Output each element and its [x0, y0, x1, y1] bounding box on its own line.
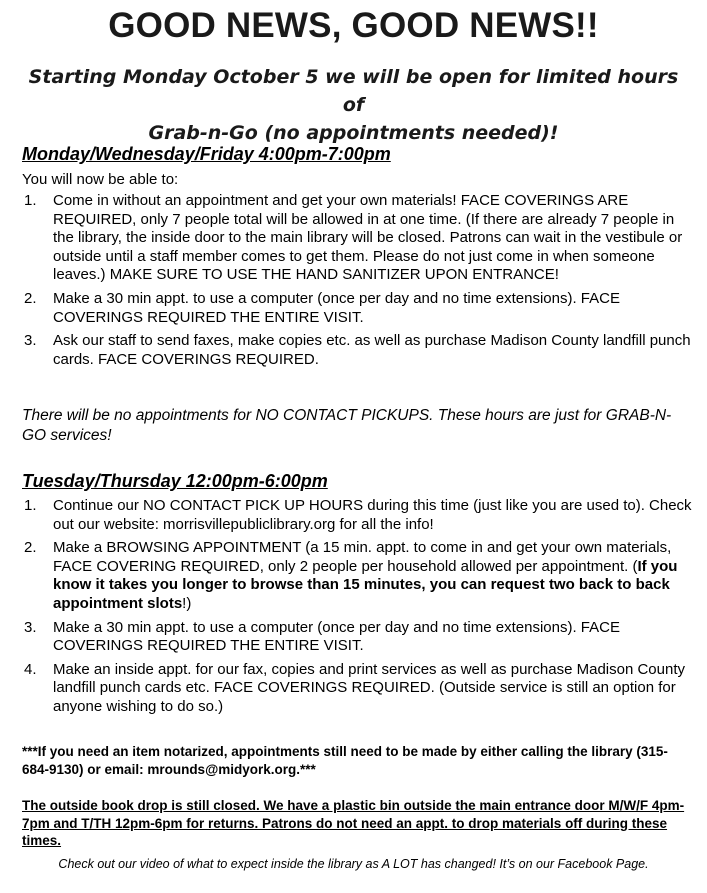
list-item-number: 2.: [24, 289, 37, 307]
subtitle-line-1: Starting Monday October 5 we will be open for limited hours of: [28, 66, 679, 116]
list-item-text: Continue our NO CONTACT PICK UP HOURS during this time (just like you are used to). Check out our website: morrisvillepubliclibrary.org for all the info!: [53, 497, 692, 533]
list-item-number: 3.: [24, 332, 37, 350]
list-item: [24, 619, 694, 656]
list-item-text: Make an inside appt. for our fax, copies and print services as well as purchase Madison County landfill punch cards etc. FACE COVERINGS REQUIRED. (Outside service is still an option for anyone wishing to do so.): [53, 660, 685, 715]
list-item-number: 3.: [24, 618, 37, 636]
list-item-number: 1.: [24, 192, 37, 209]
list-item-text: Make a BROWSING APPOINTMENT (a 15 min. appt. to come in and get your own materials, FACE COVERING REQUIRED, only 2 people per household allowed per appointment. (: [53, 539, 672, 575]
list-item-number: 4.: [24, 660, 37, 678]
page-title: GOOD NEWS, GOOD NEWS!!: [108, 6, 599, 45]
notary-notice: ***If you need an item notarized, appointments still need to be made by either calling the library (315-684-9130) or email: mrounds@midyork.org.***: [22, 744, 668, 777]
list-item: [24, 539, 694, 613]
list-item-text: Make a 30 min appt. to use a computer (once per day and no time extensions). FACE COVERINGS REQUIRED THE ENTIRE VISIT.: [53, 618, 620, 655]
list-item: [24, 332, 694, 369]
list-item-number: 1.: [24, 497, 37, 514]
list-item-bold-text: If you know it takes you longer to browse than 15 minutes, you can request two back to back appointment slots: [53, 557, 678, 612]
section-heading-tth: Tuesday/Thursday 12:00pm-6:00pm: [22, 471, 328, 491]
list-item: [24, 290, 694, 327]
mwf-list: [24, 192, 694, 374]
list-item-text: Come in without an appointment and get your own materials! FACE COVERINGS ARE REQUIRED, only 7 people total will be allowed in at one time. (If there are already 7 people in the library, the inside door to the main library will be closed. Patrons can wait in the vestibule or outside until a staff member comes to get them. Please do not just come in when someone leaves.) MAKE SURE TO USE THE HAND SANITIZER UPON ENTRANCE!: [53, 192, 683, 284]
footer-note: Check out our video of what to expect inside the library as A LOT has changed! It’s on our Facebook Page.: [58, 857, 649, 871]
subtitle-line-2: Grab-n-Go (no appointments needed)!: [148, 122, 559, 144]
section-intro: You will now be able to:: [22, 171, 179, 188]
tth-list: [24, 497, 694, 722]
book-drop-notice: The outside book drop is still closed. We have a plastic bin outside the main entrance door M/W/F 4pm-7pm and T/TH 12pm-6pm for returns. Patrons do not need an appt. to drop materials off during these times.: [22, 798, 685, 848]
page-subtitle: [20, 63, 687, 147]
list-item-number: 2.: [24, 539, 37, 557]
list-item-text: Ask our staff to send faxes, make copies etc. as well as purchase Madison County landfill punch cards. FACE COVERINGS REQUIRED.: [53, 332, 691, 368]
list-item-tail-text: !): [182, 594, 192, 612]
list-item: [24, 497, 694, 534]
list-item: [24, 192, 694, 285]
list-item-text: Make a 30 min appt. to use a computer (once per day and no time extensions). FACE COVERINGS REQUIRED THE ENTIRE VISIT.: [53, 289, 620, 326]
list-item: [24, 661, 694, 717]
section-heading-mwf: Monday/Wednesday/Friday 4:00pm-7:00pm: [22, 144, 391, 164]
no-contact-note: There will be no appointments for NO CONTACT PICKUPS. These hours are just for GRAB-N-GO services!: [22, 407, 672, 444]
